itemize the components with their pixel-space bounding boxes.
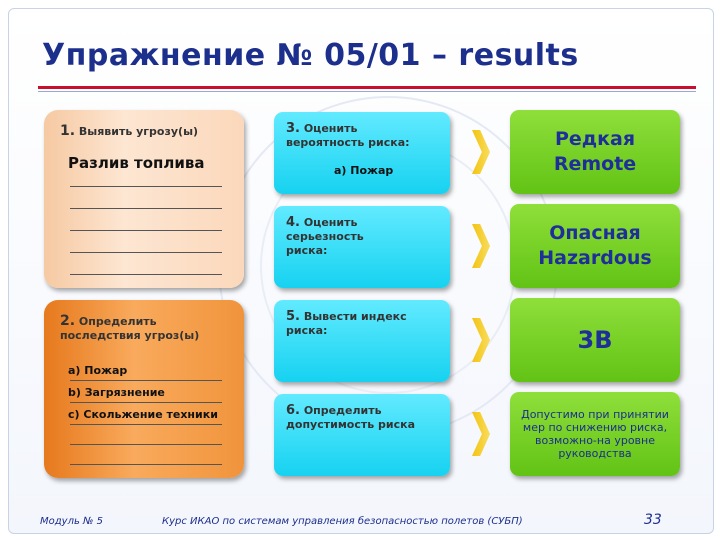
result-text: Допустимо при принятии мер по снижению риска, возможно-на уровне руководства <box>521 408 669 460</box>
answer-line <box>70 186 222 187</box>
step-box-index <box>274 300 450 382</box>
consequences-panel <box>44 300 244 478</box>
step-label: Определить последствия угроз(ы) <box>60 315 200 342</box>
step-heading <box>286 310 436 338</box>
identify-hazard-panel <box>44 110 244 288</box>
consequence-item: а) Пожар <box>68 364 128 377</box>
answer-line <box>70 424 222 425</box>
result-text: Редкая Remote <box>553 128 637 175</box>
step-label: Оценить вероятность риска: <box>286 122 410 149</box>
step-number: 5. <box>286 309 300 324</box>
step-number: 3. <box>286 121 300 136</box>
step-label: Оценить серьезность риска: <box>286 216 364 257</box>
step-heading <box>286 216 406 258</box>
answer-line <box>70 274 222 275</box>
result-text: Опасная Hazardous <box>538 222 652 269</box>
title-underline <box>38 86 696 89</box>
page-number: 33 <box>644 512 662 528</box>
result-text: 3В <box>577 325 613 354</box>
footer-course-title: Курс ИКАО по системам управления безопасностью полетов (СУБП) <box>162 516 523 527</box>
step-label: Определить допустимость риска <box>286 404 416 431</box>
step-number: 4. <box>286 215 300 230</box>
answer-line <box>70 444 222 445</box>
hazard-value: Разлив топлива <box>68 154 205 172</box>
result-index <box>510 298 680 382</box>
step-value: а) Пожар <box>334 164 394 177</box>
answer-line <box>70 464 222 465</box>
answer-line <box>70 402 222 403</box>
answer-line <box>70 252 222 253</box>
answer-line <box>70 230 222 231</box>
step-number: 6. <box>286 403 300 418</box>
footer-module: Модуль № 5 <box>40 516 103 527</box>
result-probability <box>510 110 680 194</box>
step-box-severity <box>274 206 450 288</box>
consequence-item: c) Скольжение техники <box>68 408 218 421</box>
step-box-probability <box>274 112 450 194</box>
step-number: 2. <box>60 313 76 329</box>
answer-line <box>70 208 222 209</box>
consequence-item: b) Загрязнение <box>68 386 165 399</box>
result-severity <box>510 204 680 288</box>
step-box-tolerability <box>274 394 450 476</box>
slide-title: Упражнение № 05/01 – results <box>42 38 579 73</box>
step-heading <box>286 404 416 432</box>
title-underline-thin <box>38 91 696 92</box>
identify-hazard-heading <box>60 124 198 139</box>
consequences-heading <box>60 314 200 343</box>
answer-line <box>70 380 222 381</box>
result-tolerability <box>510 392 680 476</box>
step-label: Вывести индекс риска: <box>286 310 407 337</box>
step-heading <box>286 122 436 150</box>
step-label: Выявить угрозу(ы) <box>78 125 199 138</box>
step-number: 1. <box>60 123 76 139</box>
